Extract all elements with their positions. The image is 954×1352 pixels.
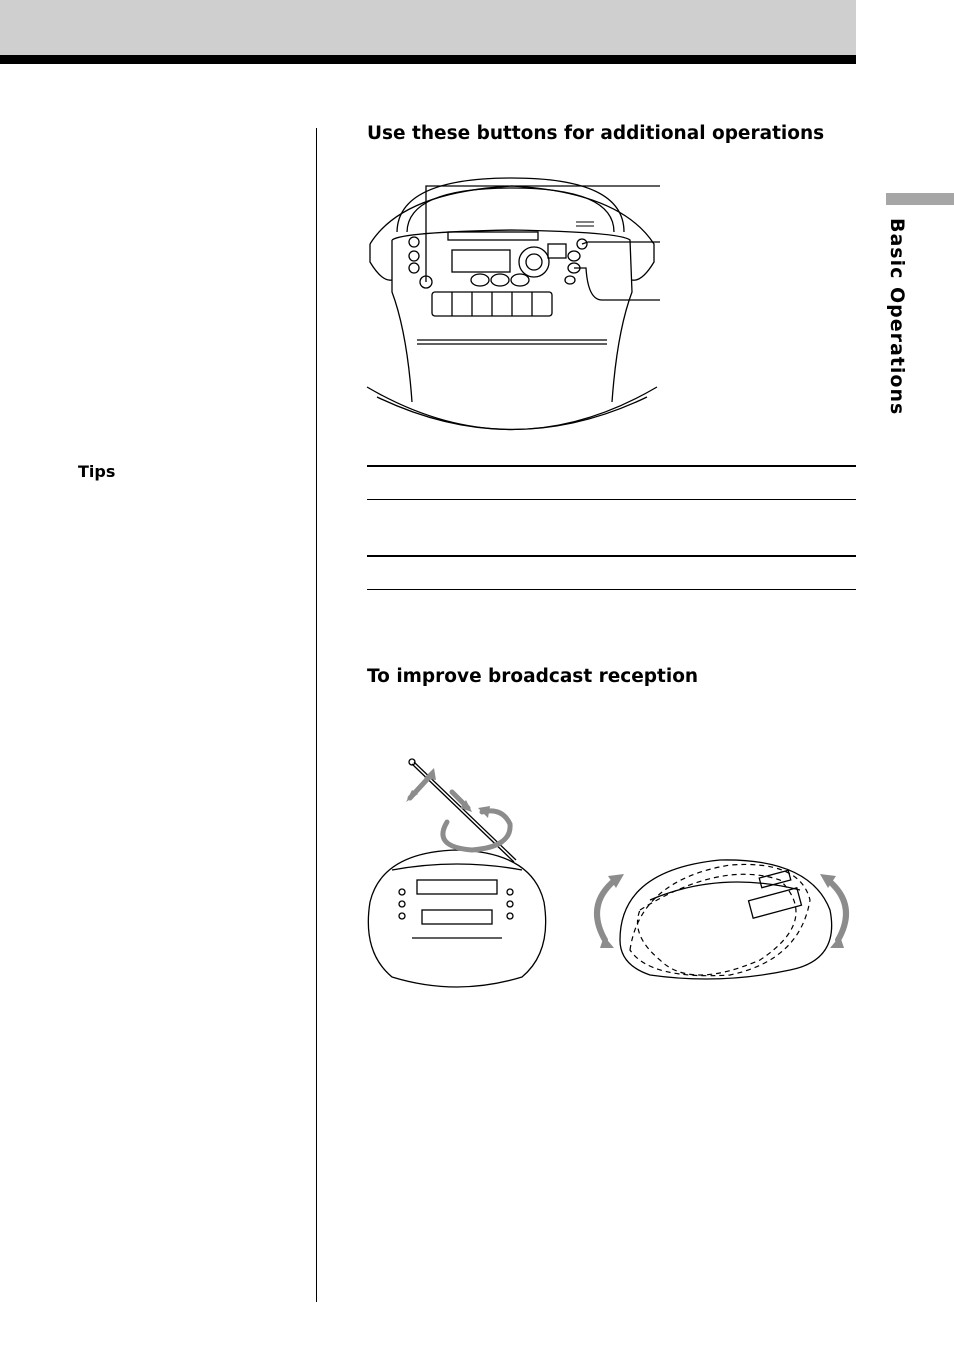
section-tab-marker xyxy=(886,193,954,205)
rotate-unit-illustration xyxy=(580,840,860,990)
table-rule-top xyxy=(367,465,856,467)
header-rule xyxy=(0,55,856,64)
antenna-adjustment-illustration xyxy=(362,752,552,992)
additional-operations-heading: Use these buttons for additional operations xyxy=(367,123,825,144)
header-band xyxy=(0,0,856,55)
tips-heading: Tips xyxy=(78,462,116,481)
table-rule-bottom xyxy=(367,589,856,590)
table-rule xyxy=(367,555,856,557)
broadcast-reception-heading: To improve broadcast reception xyxy=(367,666,699,687)
boombox-buttons-illustration xyxy=(362,172,662,442)
section-side-label: Basic Operations xyxy=(886,218,908,416)
table-rule xyxy=(367,499,856,500)
column-divider xyxy=(316,128,317,1302)
